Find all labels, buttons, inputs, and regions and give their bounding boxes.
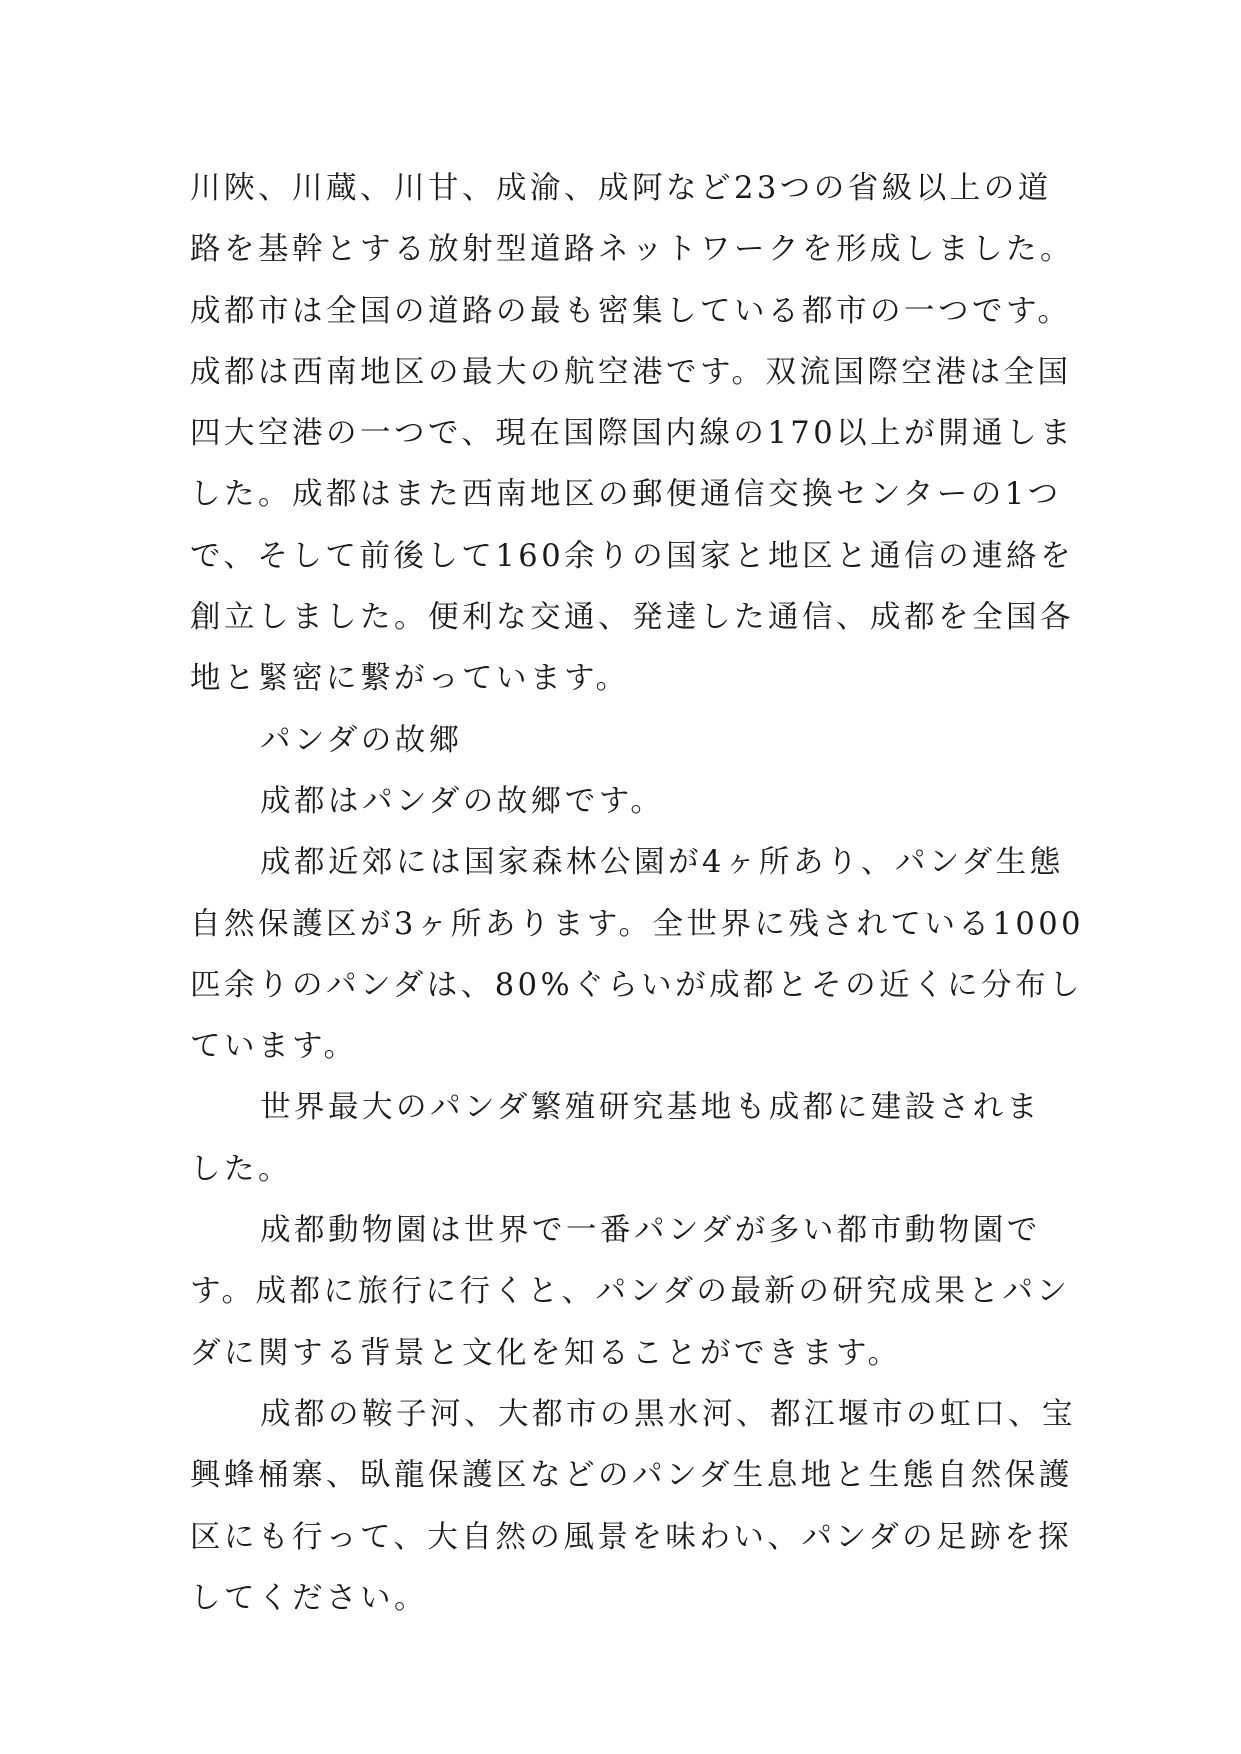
text-line: 成都の鞍子河、大都市の黒水河、都江堰市の虹口、宝 <box>260 1396 1076 1432</box>
text-line: 川陜、川蔵、川甘、成渝、成阿など23つの省級以上の道 <box>190 171 1052 206</box>
text-line: 成都動物園は世界で一番パンダが多い都市動物園で <box>260 1213 1041 1249</box>
text-line: 世界最大のパンダ繁殖研究基地も成都に建設されま <box>260 1090 1041 1126</box>
text-line: で、そして前後して160余りの国家と地区と通信の連絡を <box>190 538 1075 574</box>
text-line: 区にも行って、大自然の風景を味わい、パンダの足跡を探 <box>190 1519 1073 1555</box>
body-text <box>190 158 1085 1629</box>
text-line: 四大空港の一つで、現在国際国内線の170以上が開通しま <box>190 416 1075 452</box>
section-heading: パンダの故郷 <box>260 722 463 758</box>
text-line: す。成都に旅行に行くと、パンダの最新の研究成果とパン <box>190 1274 1071 1310</box>
text-line: 自然保護区が3ヶ所あります。全世界に残されている1000 <box>190 906 1085 942</box>
text-line: した。 <box>190 1151 292 1187</box>
text-line: 成都近郊には国家森林公園が4ヶ所あり、パンダ生態 <box>260 845 1064 881</box>
text-line: 成都はパンダの故郷です。 <box>260 783 665 819</box>
text-line: 路を基幹とする放射型道路ネットワークを形成しました。 <box>190 232 1074 268</box>
text-line: 地と緊密に繋がっています。 <box>190 661 630 697</box>
text-line: してください。 <box>190 1580 428 1616</box>
text-line: 興蜂桶寨、臥龍保護区などのパンダ生息地と生態自然保護 <box>190 1458 1073 1494</box>
text-line: 匹余りのパンダは、80%ぐらいが成都とその近くに分布し <box>190 967 1084 1003</box>
text-line: ています。 <box>190 1029 358 1065</box>
text-line: した。成都はまた西南地区の郵便通信交換センターの1つ <box>190 477 1062 513</box>
text-line: ダに関する背景と文化を知ることができます。 <box>190 1335 902 1371</box>
text-line: 成都市は全国の道路の最も密集している都市の一つです。 <box>190 293 1072 329</box>
text-line: 成都は西南地区の最大の航空港です。双流国際空港は全国 <box>190 354 1072 390</box>
text-line: 創立しました。便利な交通、発達した通信、成都を全国各 <box>190 600 1074 636</box>
